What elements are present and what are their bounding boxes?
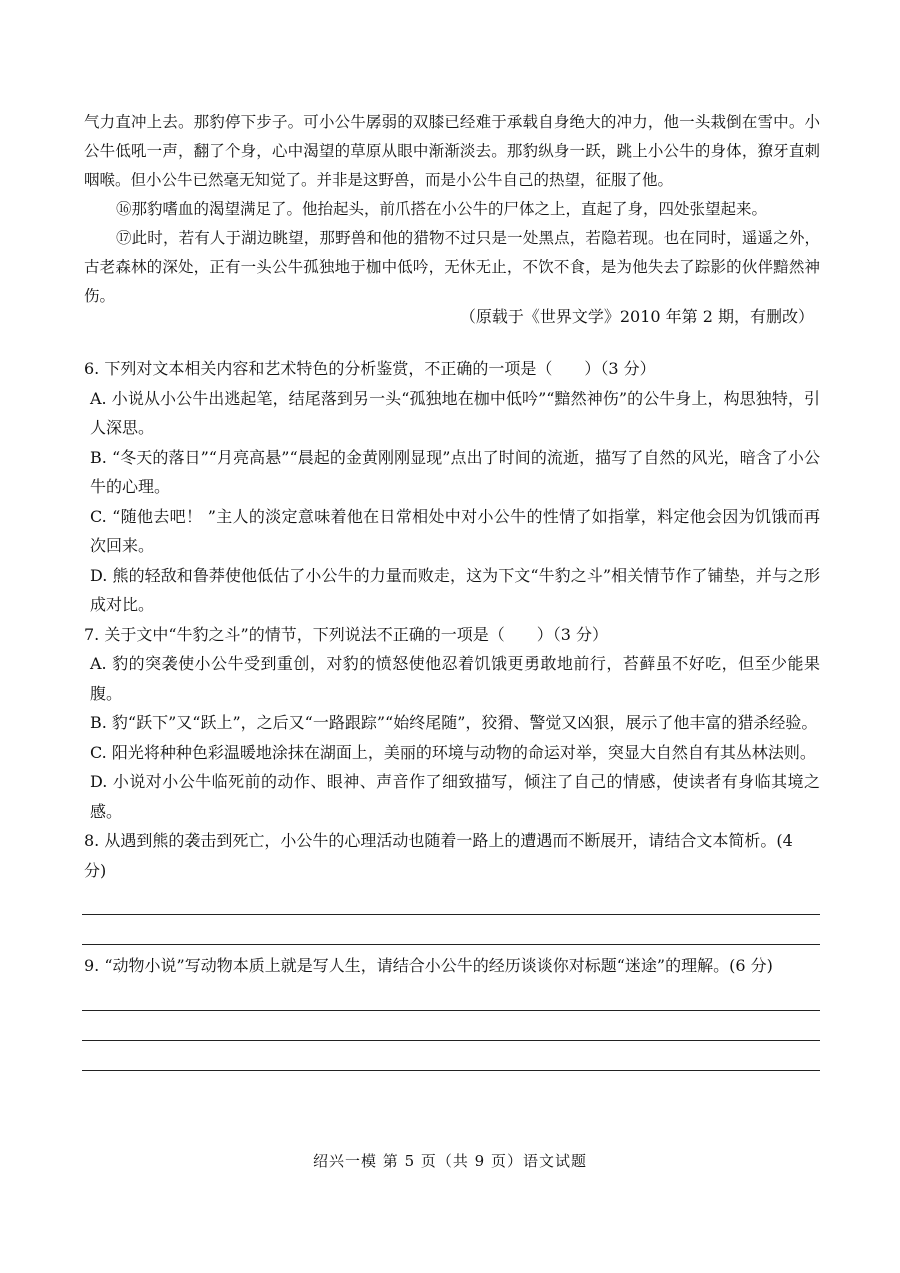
question-9-answer-line-2[interactable] (82, 1011, 820, 1041)
passage-paragraph-15-end: 气力直冲上去。那豹停下步子。可小公牛孱弱的双膝已经难于承载自身绝大的冲力，他一头栽倒在雪中。小公牛低吼一声，翻了个身，心中渴望的草原从眼中渐渐淡去。那豹纵身一跃，跳上小公牛的身体，獠牙直刺咽喉。但小公牛已然毫无知觉了。并非是这野兽，而是小公牛自己的热望，征服了他。 (84, 113, 820, 189)
question-8 (84, 826, 820, 945)
questions-section (84, 354, 820, 1071)
question-9-answer-line-1[interactable] (82, 981, 820, 1011)
question-9-stem: 9. “动物小说”写动物本质上就是写人生，请结合小公牛的经历谈谈你对标题“迷途”的理解。(6 分) (84, 956, 773, 975)
question-7-option-d: D. 小说对小公牛临死前的动作、眼神、声音作了细致描写，倾注了自己的情感，使读者有身临其境之感。 (90, 772, 820, 821)
question-9-answer-line-3[interactable] (82, 1041, 820, 1071)
passage-source: （原载于《世界文学》2010 年第 2 期，有删改） (459, 307, 814, 326)
question-6-stem: 6. 下列对文本相关内容和艺术特色的分析鉴赏，不正确的一项是（ ）（3 分） (84, 359, 656, 378)
question-7-option-c: C. 阳光将种种色彩温暖地涂抹在湖面上，美丽的环境与动物的命运对举，突显大自然自有其丛林法则。 (90, 742, 816, 762)
question-7-option-a: A. 豹的突袭使小公牛受到重创，对豹的愤怒使他忍着饥饿更勇敢地前行，苔藓虽不好吃，但至少能果腹。 (90, 654, 820, 703)
question-7-stem: 7. 关于文中“牛豹之斗”的情节，下列说法不正确的一项是（ ）（3 分） (84, 624, 608, 644)
question-6-option-b: B. “冬天的落日”“月亮高悬”“晨起的金黄刚刚显现”点出了时间的流逝，描写了自然的风光，暗含了小公牛的心理。 (90, 447, 820, 496)
question-8-answer-line-2[interactable] (82, 915, 820, 945)
question-6 (84, 354, 820, 620)
question-9 (84, 951, 820, 1071)
question-8-answer-line-1[interactable] (82, 885, 820, 915)
passage-paragraph-17: ⑰此时，若有人于湖边眺望，那野兽和他的猎物不过只是一处黑点，若隐若现。也在同时，遥遥之外，古老森林的深处，正有一头公牛孤独地于枷中低吟，无休无止，不饮不食，是为他失去了踪影的伙伴黯然神伤。 (84, 229, 820, 305)
question-6-option-c: C. “随他去吧！ ”主人的淡定意味着他在日常相处中对小公牛的性情了如指掌，料定他会因为饥饿而再次回来。 (90, 506, 820, 555)
question-8-stem: 8. 从遇到熊的袭击到死亡，小公牛的心理活动也随着一路上的遭遇而不断展开，请结合文本简析。(4 分) (84, 831, 793, 880)
question-6-option-d: D. 熊的轻敌和鲁莽使他低估了小公牛的力量而败走，这为下文“牛豹之斗”相关情节作了铺垫，并与之形成对比。 (90, 565, 820, 614)
question-6-option-a: A. 小说从小公牛出逃起笔，结尾落到另一头“孤独地在枷中低吟”“黯然神伤”的公牛身上，构思独特，引人深思。 (90, 388, 820, 437)
passage-text (84, 108, 820, 311)
passage-paragraph-16: ⑯那豹嗜血的渴望满足了。他抬起头，前爪搭在小公牛的尸体之上，直起了身，四处张望起来。 (116, 200, 768, 218)
question-7-option-b: B. 豹“跃下”又“跃上”，之后又“一路跟踪”“始终尾随”，狡猾、警觉又凶狠，展示了他丰富的猎杀经验。 (90, 713, 818, 732)
question-7 (84, 620, 820, 827)
page-footer: 绍兴一模 第 5 页（共 9 页）语文试题 (313, 1152, 587, 1170)
